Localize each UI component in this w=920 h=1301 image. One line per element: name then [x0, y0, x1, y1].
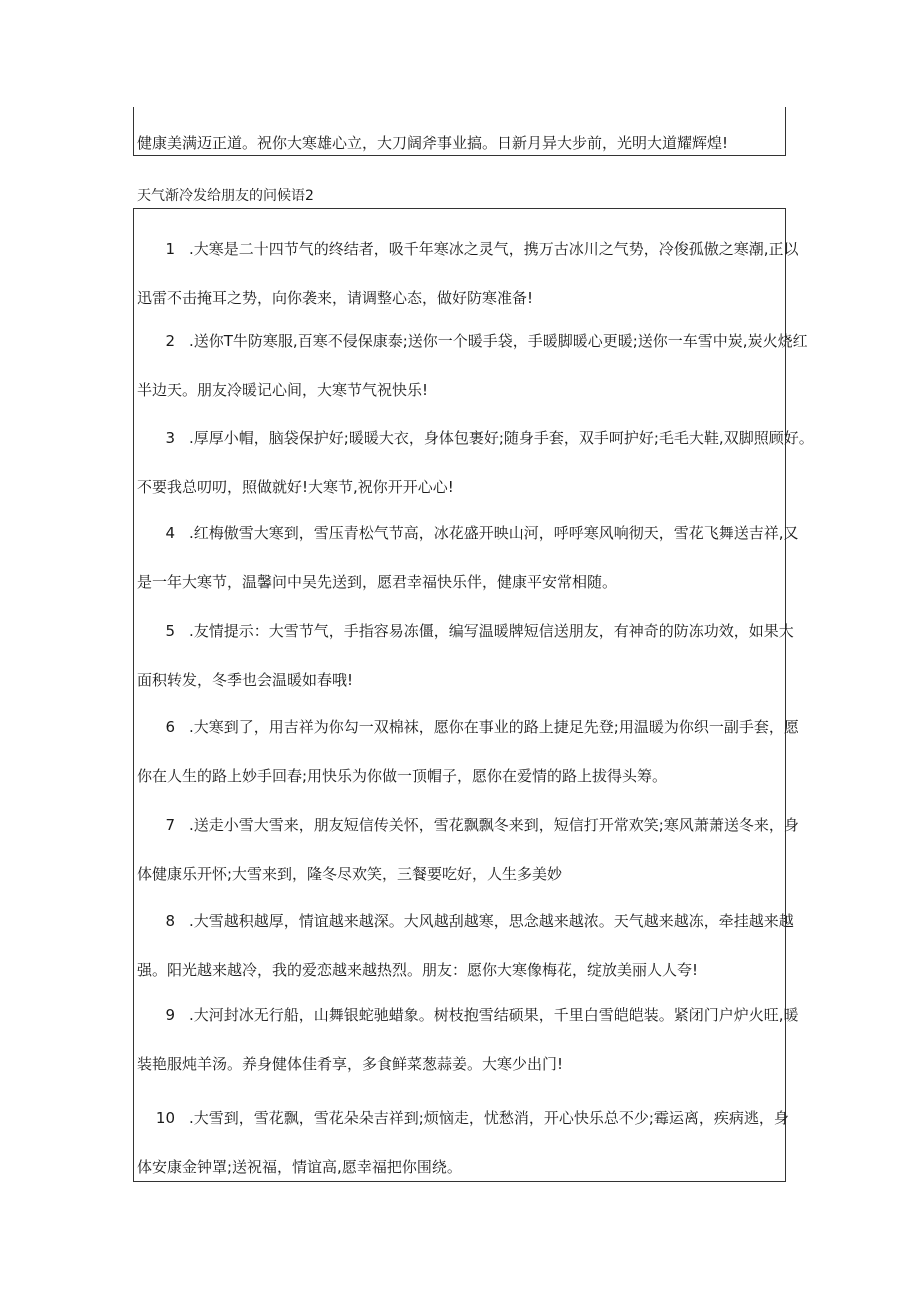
item-text-line1: .送你T牛防寒服,百寒不侵保康泰;送你一个暖手袋，手暖脚暖心更暖;送你一车雪中炭,炭火烧红 — [189, 332, 808, 350]
item-number: 10 — [155, 1109, 175, 1127]
item-number: 2 — [165, 332, 175, 350]
item-text-line2: 是一年大寒节，温馨问中吴先送到，愿君幸福快乐伴，健康平安常相随。 — [137, 573, 618, 591]
item-text-line2: 不要我总叨叨，照做就好!大寒节,祝你开开心心! — [137, 478, 454, 496]
item-text-line1: .大寒到了，用吉祥为你勾一双棉袜，愿你在事业的路上捷足先登;用温暖为你织一副手套，愿 — [189, 718, 799, 736]
item-text-line2: 迅雷不击掩耳之势，向你袭来，请调整心态，做好防寒准备! — [137, 289, 534, 307]
item-text-line1: .大雪到，雪花飘，雪花朵朵吉祥到;烦恼走，忧愁消，开心快乐总不少;霉运离，疾病逃，身 — [189, 1109, 789, 1127]
section-title: 天气渐冷发给朋友的问候语2 — [137, 188, 314, 204]
item-number: 9 — [165, 1006, 175, 1024]
item-text-line2: 强。阳光越来越冷，我的爱恋越来越热烈。朋友：愿你大寒像梅花，绽放美丽人人夸! — [137, 961, 699, 979]
item-text-line2: 体健康乐开怀;大雪来到，隆冬尽欢笑，三餐要吃好，人生多美妙 — [137, 865, 563, 883]
greetings-list-box — [133, 208, 814, 1182]
item-text-line2: 面积转发，冬季也会温暖如春哦! — [137, 671, 354, 689]
item-text-line1: .红梅傲雪大寒到，雪压青松气节高，冰花盛开映山河，呼呼寒风响彻天，雪花飞舞送吉祥,又 — [189, 524, 799, 542]
item-text-line2: 半边天。朋友冷暖记心间，大寒节气祝快乐! — [137, 381, 429, 399]
item-number: 3 — [165, 429, 175, 447]
previous-section-last-line: 健康美满迈正道。祝你大寒雄心立，大刀阔斧事业搞。日新月异大步前，光明大道耀辉煌! — [137, 134, 729, 152]
item-number: 7 — [165, 816, 175, 834]
item-text-line2: 装艳服炖羊汤。养身健体佳肴享，多食鲜菜葱蒜姜。大寒少出门! — [137, 1055, 564, 1073]
item-text-line1: .厚厚小帽，脑袋保护好;暖暖大衣，身体包裹好;随身手套，双手呵护好;毛毛大鞋,双脚照顾好。 — [189, 429, 814, 447]
item-number: 8 — [165, 912, 175, 930]
item-text-line1: .大河封冰无行船，山舞银蛇驰蜡象。树枝抱雪结硕果，千里白雪皑皑装。紧闭门户炉火旺,暖 — [189, 1006, 799, 1024]
item-text-line1: .送走小雪大雪来，朋友短信传关怀，雪花飘飘冬来到，短信打开常欢笑;寒风萧萧送冬来，身 — [189, 816, 799, 834]
previous-section-box — [133, 107, 786, 156]
item-number: 1 — [165, 240, 175, 258]
item-text-line1: .大雪越积越厚，情谊越来越深。大风越刮越寒，思念越来越浓。天气越来越冻，牵挂越来越 — [189, 912, 794, 930]
item-text-line2: 你在人生的路上妙手回春;用快乐为你做一顶帽子，愿你在爱情的路上拔得头筹。 — [137, 767, 668, 785]
item-text-line1: .大寒是二十四节气的终结者，吸千年寒冰之灵气，携万古冰川之气势，冷俊孤傲之寒潮,正以 — [189, 240, 799, 258]
item-number: 6 — [165, 718, 175, 736]
item-number: 4 — [165, 524, 175, 542]
item-number: 5 — [165, 622, 175, 640]
item-text-line1: .友情提示：大雪节气，手指容易冻僵，编写温暖牌短信送朋友，有神奇的防冻功效，如果大 — [189, 622, 794, 640]
item-text-line2: 体安康金钟罩;送祝福，情谊高,愿幸福把你围绕。 — [137, 1158, 462, 1176]
